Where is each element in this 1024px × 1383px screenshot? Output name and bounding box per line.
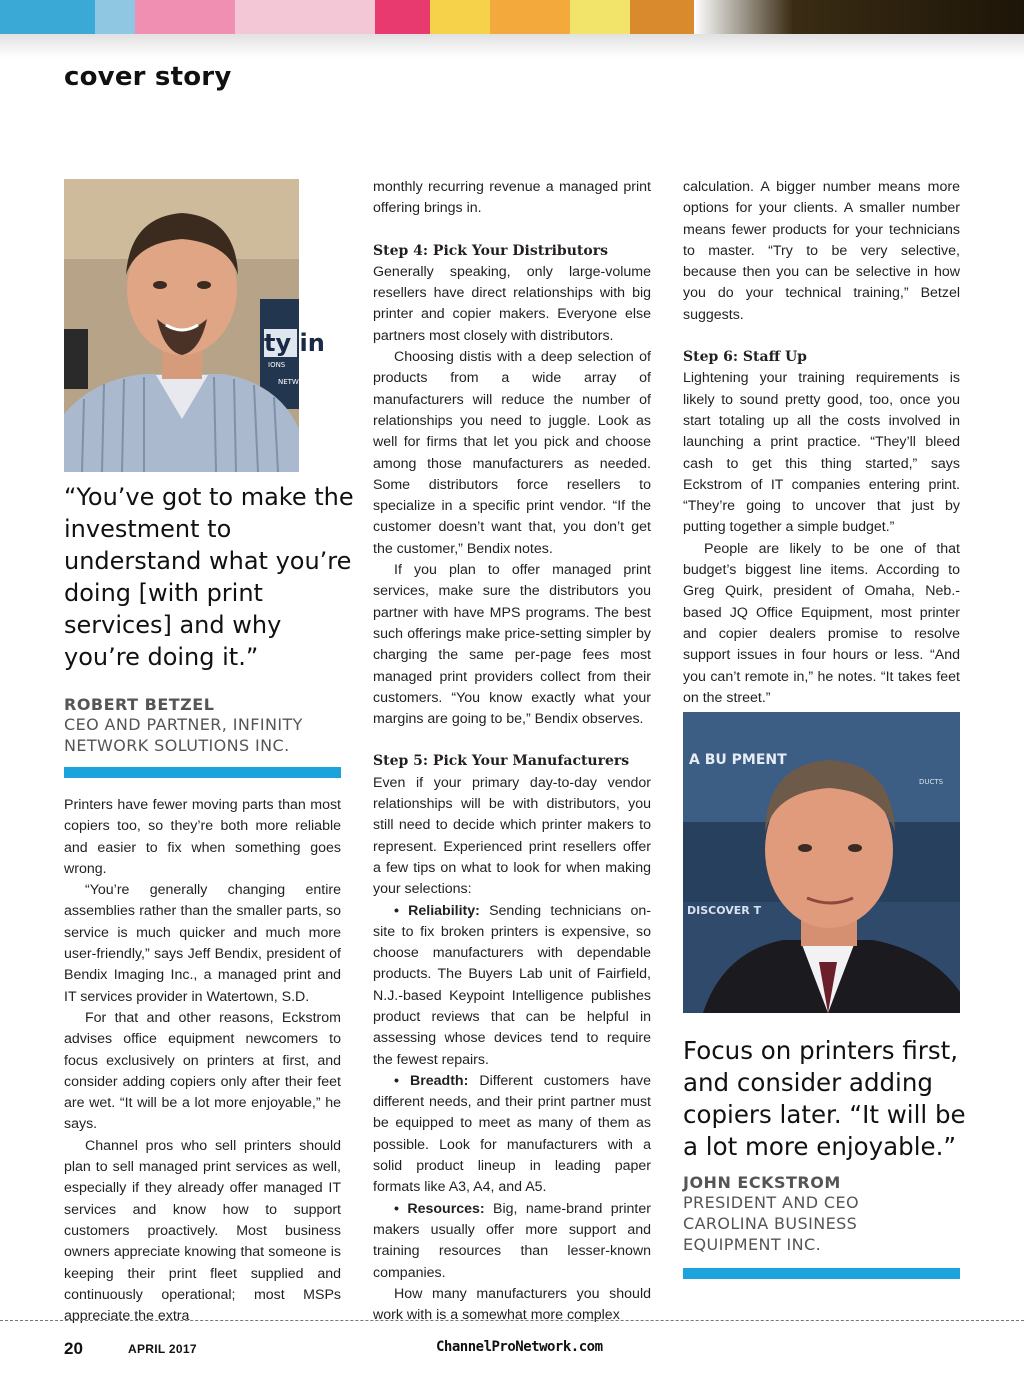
- header-color-stripe: [0, 0, 1024, 58]
- bullet-text: Sending technicians on-site to fix broken printers is expensive, so choose manufacturers with dependable products. The Buyers Lab unit of Fairfield, N.J.-based Keypoint Intelligence publishes product reviews that can be helpful in assessing whose devices tend to require the fewest repairs.: [373, 902, 651, 1068]
- col2-paragraph: If you plan to offer managed print services, make sure the distributors you partner with have MPS programs. The best such offerings make price-setting simpler by charging the same per-page fees most managed print providers collect from their customers. “You know exactly what your margins are going to be,” Bendix observes.: [373, 562, 651, 728]
- section-label: cover story: [64, 62, 232, 92]
- col2-paragraph: Generally speaking, only large-volume resellers have direct relationships with big printer and copier makers. Everyone else partners most closely with distributors.: [373, 263, 651, 344]
- pull-quote-betzel: [64, 481, 354, 756]
- site-url: ChannelProNetwork.com: [436, 1339, 603, 1355]
- accent-bar-left: [64, 767, 341, 778]
- portrait-photo-robert-betzel: [64, 179, 325, 472]
- col1-paragraph: Channel pros who sell printers should plan to sell managed print services as well, especially if they already offer managed IT services and know how to support customers proactively. Most business owners appreciate knowing that someone is keeping their print fleet supplied and continuously operational; most MSPs appreciate the extra: [64, 1137, 341, 1325]
- page-number: 20: [64, 1339, 83, 1358]
- pull-quote-text: Focus on printers first, and consider adding copiers later. “It will be a lot more enjoyable.”: [683, 1036, 966, 1161]
- col2-paragraph: monthly recurring revenue a managed print offering brings in.: [373, 179, 651, 217]
- bullet-resources: [373, 1199, 651, 1284]
- bullet-label: • Breadth:: [394, 1072, 469, 1089]
- col1-paragraph: Printers have fewer moving parts than most copiers too, so they’re both more reliable and easier to fix when something goes wrong.: [64, 797, 341, 877]
- col3-paragraph: People are likely to be one of that budget’s biggest line items. According to Greg Quirk, president of Omaha, Neb.-based JQ Office Equipment, most printer and copier dealers promise to resolve support issues in four hours or less. “And you can’t remote in,” he notes. “It takes feet on the street.”: [683, 540, 960, 706]
- sign-text-left: ty in: [264, 329, 325, 357]
- col3-paragraph: calculation. A bigger number means more options for your clients. A smaller number means fewer products for your technicians to master. “Try to be very selective, because then you can be selective in how you do your technical training,” Betzel suggests.: [683, 179, 960, 323]
- sign-text-right: A BU PMENT: [689, 752, 787, 768]
- accent-bar-right: [683, 1268, 960, 1279]
- col2-paragraph: How many manufacturers you should work with is a somewhat more complex: [373, 1285, 651, 1324]
- pull-quote-role-line: EQUIPMENT INC.: [683, 1235, 822, 1254]
- body-column-3: [683, 177, 960, 730]
- bullet-label: • Reliability:: [394, 902, 480, 919]
- bullet-text: Different customers have different needs, and their print partner must be equipped to meet as many of them as possible. Look for manufacturers with a solid product lineup in leading paper formats like A3, A4, and A5.: [373, 1072, 651, 1196]
- bullet-text: Big, name-brand printer makers usually offer more support and training resources than lesser-known companies.: [373, 1200, 651, 1281]
- sign-sub2-left: NETW: [278, 378, 299, 386]
- col2-paragraph: Choosing distis with a deep selection of products from a wide array of manufacturers will reduce the number of relationships you need to juggle. Look as well for firms that let you pick and choose among those manufacturers as needed. Some distributors force resellers to specialize in a specific print vendor. “If the customer doesn’t want that, you don’t get the customer,” Bendix notes.: [373, 349, 651, 557]
- col3-paragraph: Lightening your training requirements is likely to sound pretty good, too, once you start totaling up all the costs involved in launching a print practice. “They’ll bleed cash to get this thing started,” says Eckstrom of IT companies entering print. “They’re going to uncover that just by putting together a simple budget.”: [683, 370, 960, 536]
- step-6-heading: Step 6: Staff Up: [683, 349, 807, 366]
- pull-quote-name: ROBERT BETZEL: [64, 695, 215, 714]
- bullet-label: • Resources:: [394, 1200, 485, 1217]
- col2-paragraph: Even if your primary day-to-day vendor relationships will be with distributors, you still need to decide which printer makers to represent. Experienced print resellers offer a few tips on what to look for when making your selections:: [373, 774, 651, 898]
- bullet-reliability: [373, 901, 651, 1071]
- pull-quote-role-line: CAROLINA BUSINESS: [683, 1214, 858, 1233]
- bullet-breadth: [373, 1071, 651, 1199]
- sign-sub-left: IONS: [268, 361, 286, 369]
- footer-divider: [0, 1320, 1024, 1321]
- col1-paragraph: “You’re generally changing entire assemblies rather than the smaller parts, so service is much quicker and much more user-friendly,” says Jeff Bendix, president of Bendix Imaging Inc., a managed print and IT services provider in Watertown, S.D.: [64, 882, 341, 1005]
- pull-quote-role-line: PRESIDENT AND CEO: [683, 1193, 860, 1212]
- pull-quote-role: CEO AND PARTNER, INFINITY NETWORK SOLUTIONS INC.: [64, 715, 303, 755]
- pull-quote-name: JOHN ECKSTROM: [683, 1173, 841, 1192]
- pull-quote-text: “You’ve got to make the investment to understand what you’re doing [with print services] and why you’re doing it.”: [64, 483, 354, 671]
- step-4-heading: Step 4: Pick Your Distributors: [373, 242, 608, 259]
- body-column-1: [64, 795, 341, 1327]
- col1-paragraph: For that and other reasons, Eckstrom advises office equipment newcomers to focus exclusively on printers at first, and consider adding copiers only after their feet are wet. “It will be a lot more enjoyable,” he says.: [64, 1009, 341, 1133]
- step-5-heading: Step 5: Pick Your Manufacturers: [373, 753, 630, 770]
- portrait-photo-john-eckstrom: [683, 712, 960, 1013]
- issue-date: APRIL 2017: [128, 1342, 197, 1356]
- sign-sub-right: DISCOVER T: [687, 904, 762, 917]
- pull-quote-eckstrom: [683, 1035, 973, 1255]
- sign-sub2-right: DUCTS: [919, 778, 944, 786]
- body-column-2: [373, 177, 651, 1326]
